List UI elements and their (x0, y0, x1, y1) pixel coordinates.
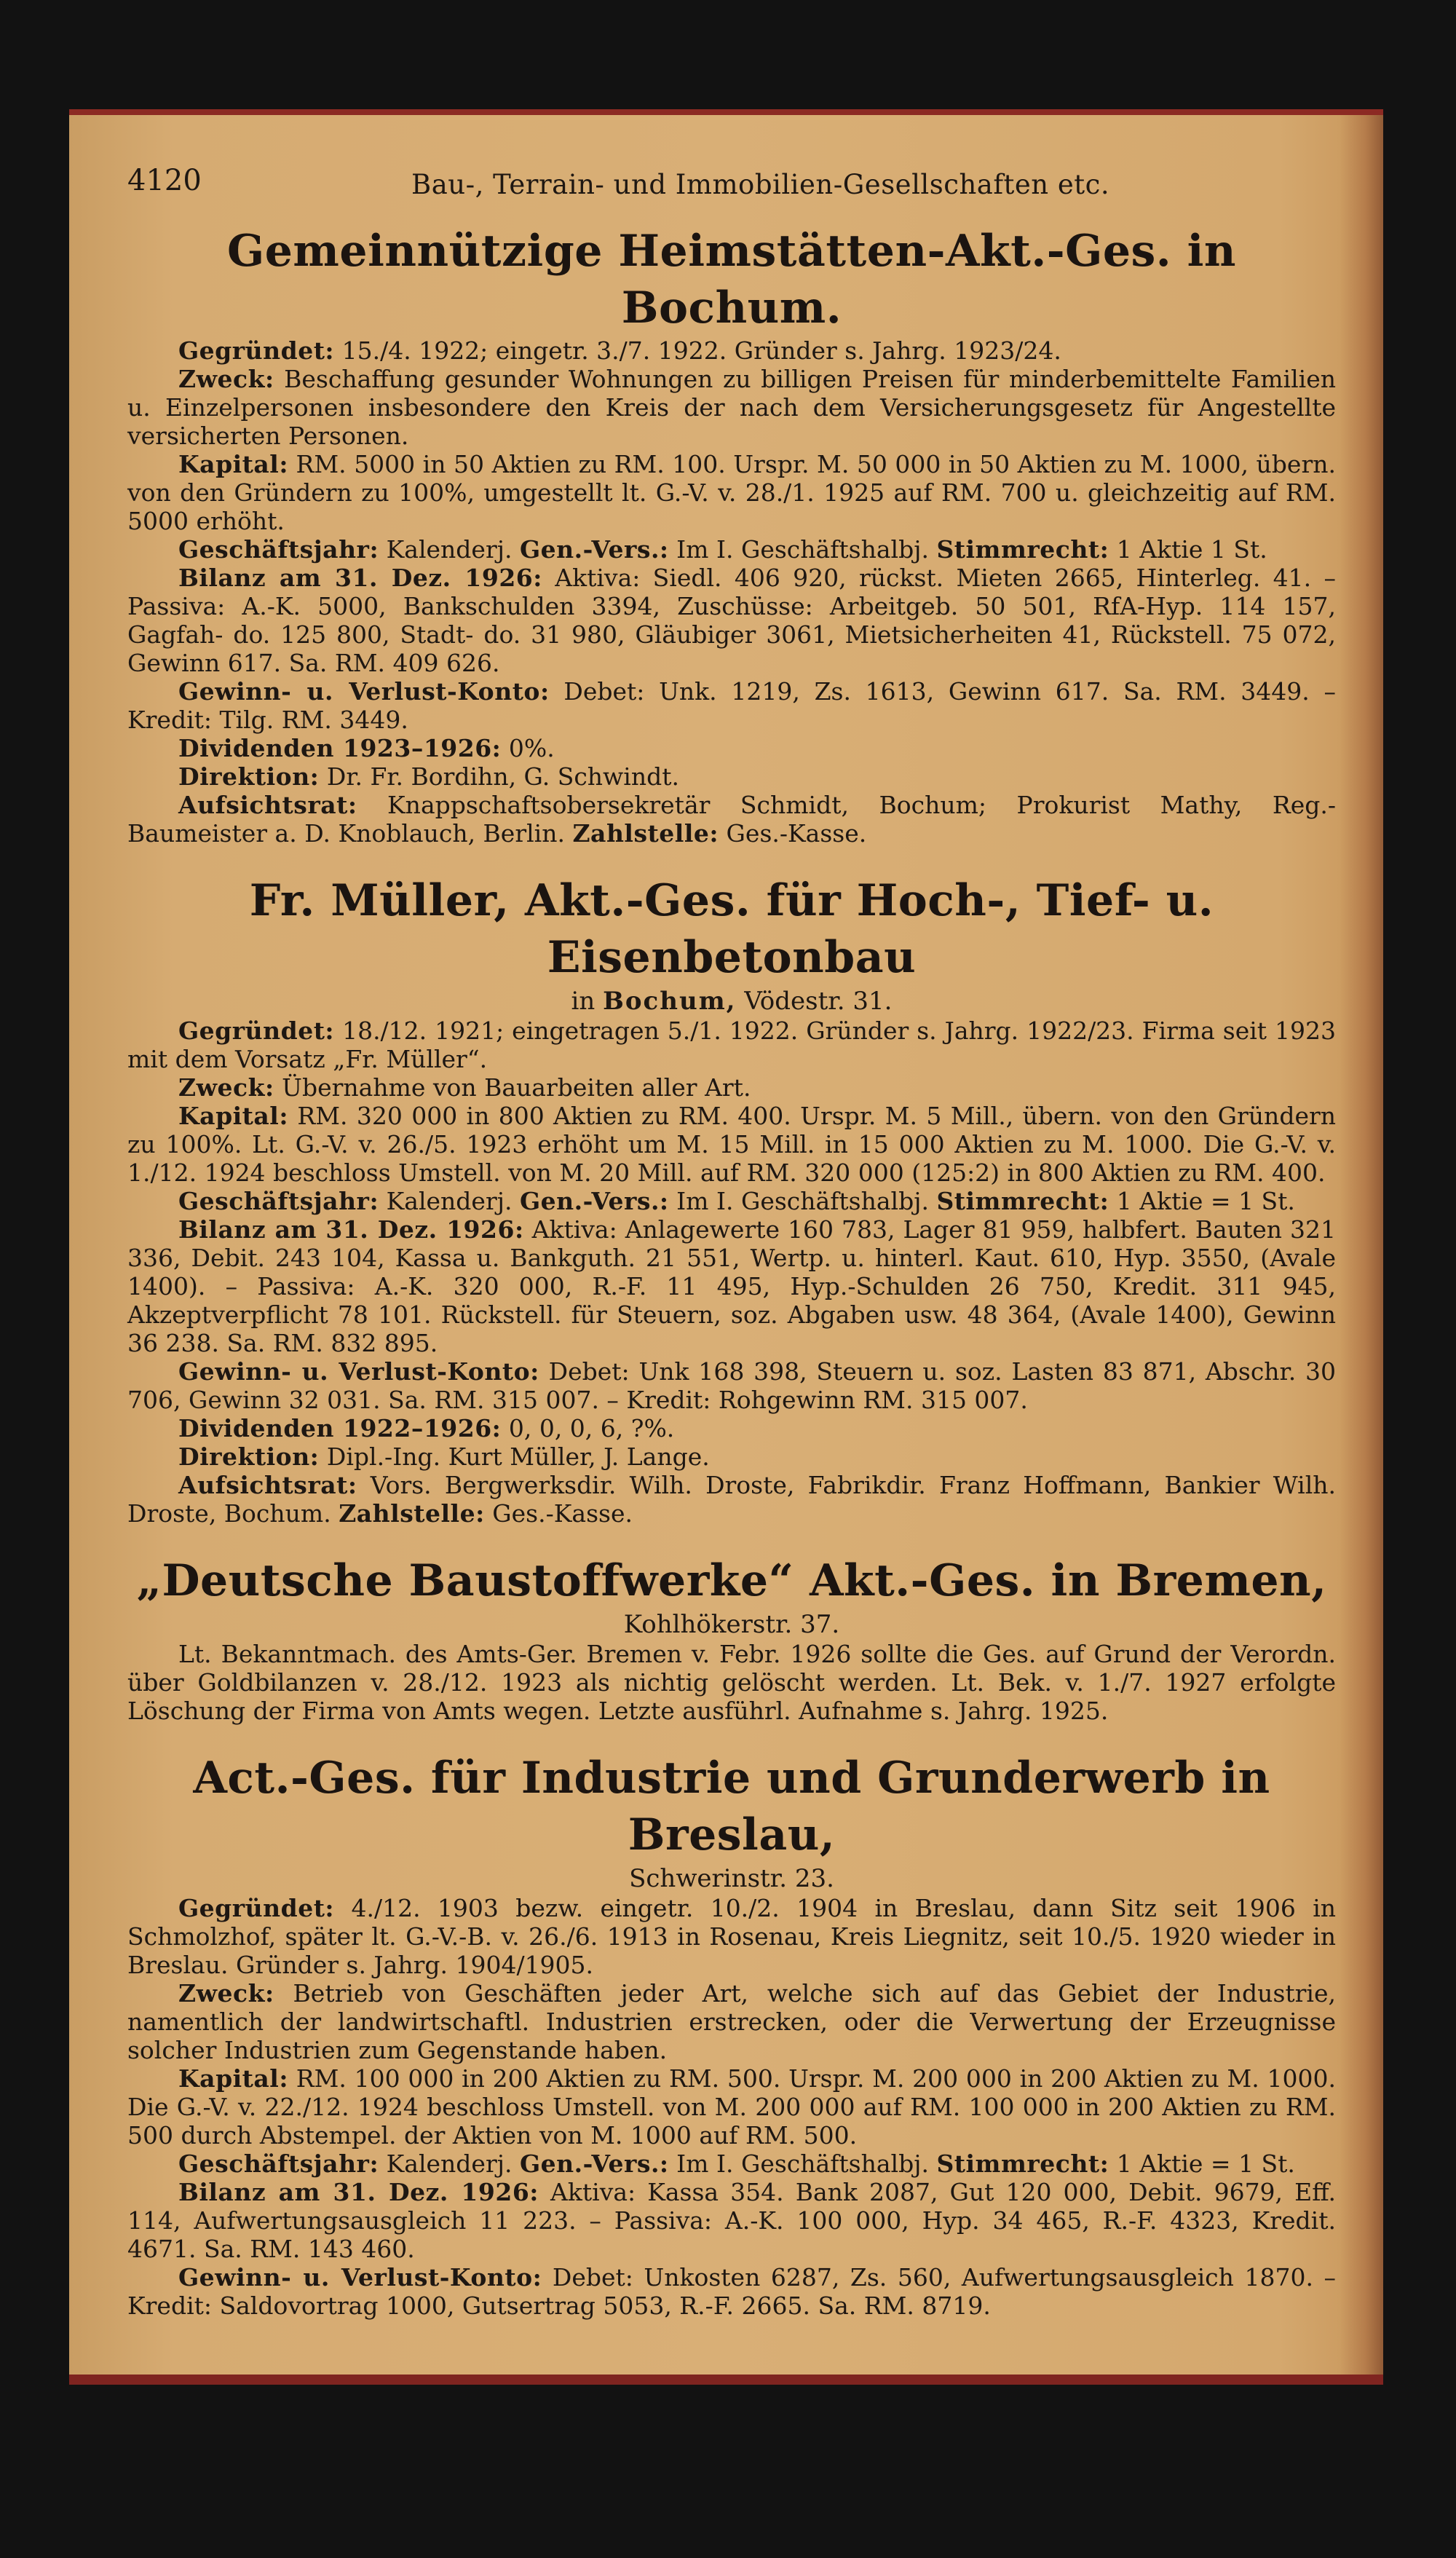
voting-right-label: Stimmrecht: (936, 1187, 1109, 1215)
purpose-label: Zweck: (178, 1073, 274, 1102)
profit-loss-label: Gewinn- u. Verlust-Konto: (178, 677, 550, 706)
voting-right-text: 1 Aktie = 1 St. (1116, 2150, 1295, 2178)
management-label: Direktion: (178, 1442, 320, 1471)
company-entry-industrie-grunderwerb (127, 1750, 1336, 2320)
supervisory-board-label: Aufsichtsrat: (178, 1471, 357, 1499)
purpose-label: Zweck: (178, 365, 274, 393)
founded-paragraph (127, 336, 1336, 365)
founded-label: Gegründet: (178, 1894, 335, 1922)
purpose-text: Übernahme von Bauarbeiten aller Art. (282, 1073, 751, 1102)
paying-agent-label: Zahlstelle: (572, 819, 719, 848)
management-paragraph (127, 1442, 1336, 1471)
capital-paragraph (127, 2064, 1336, 2150)
profit-loss-label: Gewinn- u. Verlust-Konto: (178, 1357, 539, 1386)
management-text: Dipl.-Ing. Kurt Müller, J. Lange. (326, 1442, 710, 1471)
fiscal-year-text: Kalenderj. (386, 535, 513, 564)
general-meeting-text: Im I. Geschäftshalbj. (676, 2150, 929, 2178)
management-paragraph (127, 762, 1336, 791)
general-meeting-text: Im I. Geschäftshalbj. (676, 1187, 929, 1215)
founded-label: Gegründet: (178, 1017, 335, 1045)
purpose-paragraph (127, 365, 1336, 450)
purpose-label: Zweck: (178, 1979, 274, 2008)
dividends-paragraph (127, 734, 1336, 762)
voting-right-text: 1 Aktie 1 St. (1116, 535, 1267, 564)
dividends-text: 0%. (508, 734, 555, 762)
management-text: Dr. Fr. Bordihn, G. Schwindt. (326, 762, 679, 791)
capital-paragraph (127, 450, 1336, 535)
purpose-paragraph (127, 1073, 1336, 1102)
dividends-text: 0, 0, 0, 6, ?%. (508, 1414, 675, 1442)
supervisory-board-paragraph (127, 791, 1336, 848)
general-meeting-text: Im I. Geschäftshalbj. (676, 535, 929, 564)
fiscal-year-label: Geschäftsjahr: (178, 2150, 379, 2178)
balance-paragraph (127, 1215, 1336, 1357)
voting-right-text: 1 Aktie = 1 St. (1116, 1187, 1295, 1215)
balance-label: Bilanz am 31. Dez. 1926: (178, 2178, 539, 2206)
voting-right-label: Stimmrecht: (936, 535, 1109, 564)
company-entry-heimstaetten (127, 223, 1336, 848)
section-gap (127, 1725, 1336, 1750)
profit-loss-text: Debet: Unkosten 6287, Zs. 560, Aufwertungsausgleich 1870. – Kredit: Saldovortrag 1000, Gutsertrag 5053, R.-F. 2665. Sa. RM. 8719. (127, 2263, 1336, 2320)
address-prefix: in (571, 987, 596, 1016)
supervisory-board-label: Aufsichtsrat: (178, 791, 357, 819)
founded-paragraph (127, 1894, 1336, 1979)
founded-paragraph (127, 1017, 1336, 1073)
section-gap (127, 848, 1336, 872)
balance-paragraph (127, 2178, 1336, 2263)
page-edge-shadow (1340, 115, 1383, 2375)
purpose-text: Beschaffung gesunder Wohnungen zu billigen Preisen für minderbemittelte Familien u. Einzelpersonen insbesondere den Kreis der nach dem Versicherungsgesetz für Angestellte versicherten Personen. (127, 365, 1336, 450)
section-gap (127, 1528, 1336, 1552)
fiscal-year-text: Kalenderj. (386, 2150, 513, 2178)
general-meeting-label: Gen.-Vers.: (519, 535, 669, 564)
purpose-text: Betrieb von Geschäften jeder Art, welche sich auf das Gebiet der Industrie, namentlich der landwirtschaftl. Industrien erstrecken, oder die Verwertung der Erzeugnisse solcher Industrien zum Gegenstande haben. (127, 1979, 1336, 2064)
capital-label: Kapital: (178, 2064, 289, 2093)
page-header (127, 166, 1336, 217)
profit-loss-text: Debet: Unk 168 398, Steuern u. soz. Lasten 83 871, Abschr. 30 706, Gewinn 32 031. Sa. RM. 315 007. – Kredit: Rohgewinn RM. 315 007. (127, 1357, 1336, 1414)
company-title: „Deutsche Baustoffwerke“ Akt.-Ges. in Bremen, (136, 1555, 1327, 1606)
paying-agent-label: Zahlstelle: (339, 1499, 485, 1528)
balance-paragraph (127, 564, 1336, 677)
balance-text: Aktiva: Siedl. 406 920, rückst. Mieten 2665, Hinterleg. 41. – Passiva: A.-K. 5000, Bankschulden 3394, Zuschüsse: Arbeitgeb. 50 501, RfA-Hyp. 114 157, Gagfah- do. 125 800, Stadt- do. 31 980, Gläubiger 3061, Mietsicherheiten 41, Rückstell. 75 072, Gewinn 617. Sa. RM. 409 626. (127, 564, 1336, 677)
capital-label: Kapital: (178, 450, 289, 478)
general-meeting-label: Gen.-Vers.: (519, 1187, 669, 1215)
fiscal-year-label: Geschäftsjahr: (178, 1187, 379, 1215)
founded-text: 4./12. 1903 bezw. eingetr. 10./2. 1904 in Breslau, dann Sitz seit 1906 in Schmolzhof, später lt. G.-V.-B. v. 26./6. 1913 in Rosenau, Kreis Liegnitz, seit 10./5. 1920 wieder in Breslau. Gründer s. Jahrg. 1904/1905. (127, 1894, 1336, 1979)
profit-loss-paragraph (127, 677, 1336, 734)
founded-text: 18./12. 1921; eingetragen 5./1. 1922. Gründer s. Jahrg. 1922/23. Firma seit 1923 mit dem Vorsatz „Fr. Müller“. (127, 1017, 1336, 1073)
page-content (127, 166, 1336, 2320)
profit-loss-paragraph (127, 1357, 1336, 1414)
page-number: 4120 (127, 164, 202, 197)
purpose-paragraph (127, 1979, 1336, 2064)
company-address: Kohlhökerstr. 37. (623, 1610, 840, 1639)
profit-loss-label: Gewinn- u. Verlust-Konto: (178, 2263, 542, 2291)
capital-text: RM. 320 000 in 800 Aktien zu RM. 400. Urspr. M. 5 Mill., übern. von den Gründern zu 100%. Lt. G.-V. v. 26./5. 1923 erhöht um M. 15 Mill. in 15 000 Aktien zu M. 1000. Die G.-V. v. 1./12. 1924 beschloss Umstell. von M. 20 Mill. auf RM. 320 000 (125:2) in 800 Aktien zu RM. 400. (127, 1102, 1336, 1187)
balance-label: Bilanz am 31. Dez. 1926: (178, 564, 542, 592)
balance-text: Aktiva: Anlagewerte 160 783, Lager 81 959, halbfert. Bauten 321 336, Debit. 243 104, Kassa u. Bankguth. 21 551, Wertp. u. hinterl. Kaut. 610, Hyp. 3550, (Avale 1400). – Passiva: A.-K. 320 000, R.-F. 11 495, Hyp.-Schulden 26 750, Kredit. 311 945, Akzeptverpflicht 78 101. Rückstell. für Steuern, soz. Abgaben usw. 48 364, (Avale 1400), Gewinn 36 238. Sa. RM. 832 895. (127, 1215, 1336, 1357)
running-head: Bau-, Terrain- und Immobilien-Gesellschaften etc. (411, 169, 1110, 200)
company-title: Act.-Ges. für Industrie und Grunderwerb in Breslau, (193, 1753, 1270, 1860)
paying-agent-text: Ges.-Kasse. (492, 1499, 633, 1528)
profit-loss-text: Debet: Unk. 1219, Zs. 1613, Gewinn 617. Sa. RM. 3449. – Kredit: Tilg. RM. 3449. (127, 677, 1337, 734)
voting-right-label: Stimmrecht: (936, 2150, 1109, 2178)
fiscal-paragraph (127, 535, 1336, 564)
management-label: Direktion: (178, 762, 320, 791)
book-page (69, 109, 1383, 2385)
company-title: Gemeinnützige Heimstätten-Akt.-Ges. in Bochum. (227, 226, 1236, 333)
fiscal-paragraph (127, 2150, 1336, 2178)
notice-paragraph: Lt. Bekanntmach. des Amts-Ger. Bremen v. Febr. 1926 sollte die Ges. auf Grund der Verordn. über Goldbilanzen v. 28./12. 1923 als nichtig gelöscht werden. Lt. Bek. v. 1./7. 1927 erfolgte Löschung der Firma von Amts wegen. Letzte ausführl. Aufnahme s. Jahrg. 1925. (127, 1640, 1336, 1725)
dividends-label: Dividenden 1923–1926: (178, 734, 502, 762)
capital-label: Kapital: (178, 1102, 289, 1130)
company-address: Schwerinstr. 23. (629, 1864, 834, 1893)
company-title: Fr. Müller, Akt.-Ges. für Hoch-, Tief- u. Eisenbetonbau (249, 875, 1214, 983)
general-meeting-label: Gen.-Vers.: (519, 2150, 669, 2178)
fiscal-year-text: Kalenderj. (386, 1187, 513, 1215)
fiscal-year-label: Geschäftsjahr: (178, 535, 379, 564)
fiscal-paragraph (127, 1187, 1336, 1215)
address-city: Bochum, (603, 987, 737, 1016)
company-entry-baustoffwerke (127, 1552, 1336, 1725)
profit-loss-paragraph (127, 2263, 1336, 2320)
dividends-paragraph (127, 1414, 1336, 1442)
supervisory-board-text: Vors. Bergwerksdir. Wilh. Droste, Fabrikdir. Franz Hoffmann, Bankier Wilh. Droste, Bochum. (127, 1471, 1336, 1528)
capital-text: RM. 5000 in 50 Aktien zu RM. 100. Urspr. M. 50 000 in 50 Aktien zu M. 1000, übern. von den Gründern zu 100%, umgestellt lt. G.-V. v. 28./1. 1925 auf RM. 700 u. gleichzeitig auf RM. 5000 erhöht. (127, 450, 1336, 535)
company-entry-mueller (127, 872, 1336, 1528)
balance-label: Bilanz am 31. Dez. 1926: (178, 1215, 524, 1244)
founded-label: Gegründet: (178, 336, 335, 365)
dividends-label: Dividenden 1922–1926: (178, 1414, 502, 1442)
company-address (127, 986, 1336, 1017)
supervisory-board-paragraph (127, 1471, 1336, 1528)
founded-text: 15./4. 1922; eingetr. 3./7. 1922. Gründer s. Jahrg. 1923/24. (341, 336, 1061, 365)
capital-text: RM. 100 000 in 200 Aktien zu RM. 500. Urspr. M. 200 000 in 200 Aktien zu M. 1000. Die G.-V. v. 22./12. 1924 beschloss Umstell. von M. 200 000 auf RM. 100 000 in 200 Aktien zu RM. 500 durch Abstempel. der Aktien von M. 1000 auf RM. 500. (127, 2064, 1336, 2150)
capital-paragraph (127, 1102, 1336, 1187)
supervisory-board-text: Knappschaftsobersekretär Schmidt, Bochum; Prokurist Mathy, Reg.-Baumeister a. D. Knoblauch, Berlin. (127, 791, 1336, 848)
address-street: Vödestr. 31. (744, 987, 893, 1016)
balance-text: Aktiva: Kassa 354. Bank 2087, Gut 120 000, Debit. 9679, Eff. 114, Aufwertungsausgleich 11 223. – Passiva: A.-K. 100 000, Hyp. 34 465, R.-F. 4323, Kredit. 4671. Sa. RM. 143 460. (127, 2178, 1336, 2263)
paying-agent-text: Ges.-Kasse. (726, 819, 867, 848)
